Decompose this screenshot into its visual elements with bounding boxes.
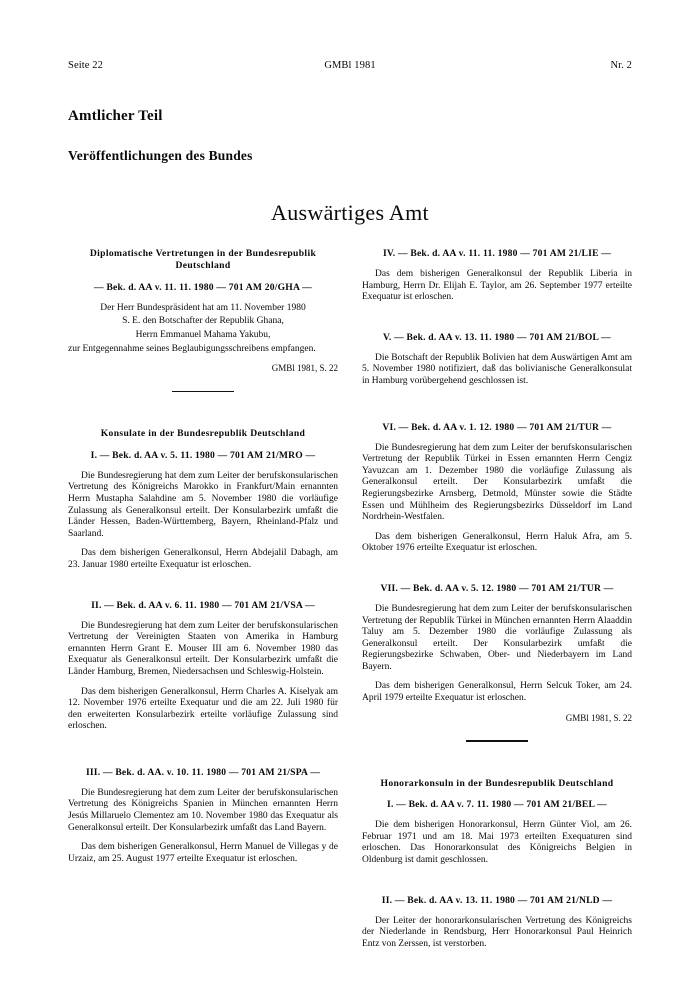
- bek-line-vsa: II. — Bek. d. AA v. 6. 11. 1980 — 701 AM 21/VSA —: [91, 599, 315, 611]
- entry-iii-paragraph-1: Die Bundesregierung hat dem zum Leiter der berufskonsularischen Vertretung des Königreichs Spanien in München ernannten Herrn Jesús Millaruelo Clementez am 10. November 1980 das Exequatur als Generalkonsul erteilt. Der Konsularbezirk umfaßt das Land Bayern.: [68, 787, 338, 833]
- entry-vi-paragraph-1: Die Bundesregierung hat dem zum Leiter der berufskonsularischen Vertretung der Republik Türkei in Essen ernannten Herrn Cengiz Yavuzcan am 1. Dezember 1980 die vorläufige Zulassung als Generalkonsul erteilt. Der Konsularbezirk umfaßt die Regierungsbezirke Arnsberg, Detmold, Münster sowie die Städte Essen und Mühlheim des Regierungsbezirks Düsseldorf im Land Nordrhein-Westfalen.: [362, 442, 632, 523]
- bek-line-bel: I. — Bek. d. AA v. 7. 11. 1980 — 701 AM 21/BEL —: [387, 799, 607, 811]
- konsulate-entry-iv: [362, 248, 632, 304]
- heading-amtlicher-teil: Amtlicher Teil: [68, 108, 163, 124]
- entry-i-paragraph-1: Die Bundesregierung hat dem zum Leiter der berufskonsularischen Vertretung des Königreichs Marokko in Frankfurt/Main ernannten Herrn Mustapha Salahdine am 5. November 1980 die vorläufige Zulassung als Generalkonsul erteilt. Der Konsularbezirk umfaßt die Länder Hessen, Baden-Württemberg, Bayern, Rheinland-Pfalz und Saarland.: [68, 470, 338, 539]
- konsulate-entry-ii: [68, 600, 338, 733]
- body-columns: [68, 248, 632, 950]
- bek-line-tur-essen: VI. — Bek. d. AA v. 1. 12. 1980 — 701 AM 21/TUR —: [382, 421, 612, 433]
- entry-vi-paragraph-2: Das dem bisherigen Generalkonsul, Herrn Haluk Afra, am 5. Oktober 1976 erteilte Exequatur ist erloschen.: [362, 531, 632, 554]
- running-head: [68, 60, 632, 71]
- issue-number: Nr. 2: [610, 60, 632, 71]
- honorar-entry-ii: [362, 895, 632, 951]
- entry-v-paragraph-1: Die Botschaft der Republik Bolivien hat dem Auswärtigen Amt am 5. November 1980 notifiziert, daß das bolivianische Generalkonsulat in Hamburg vorübergehend geschlossen ist.: [362, 352, 632, 386]
- right-column: [362, 248, 632, 950]
- left-column: [68, 248, 338, 950]
- bek-line-mro: I. — Bek. d. AA v. 5. 11. 1980 — 701 AM 21/MRO —: [90, 449, 316, 461]
- konsulate-entry-v: [362, 332, 632, 388]
- diplomatic-name-line-1: S. E. den Botschafter der Republik Ghana,: [122, 316, 284, 327]
- journal-title: GMBl 1981: [324, 60, 376, 71]
- bek-line-bol: V. — Bek. d. AA v. 13. 11. 1980 — 701 AM 21/BOL —: [383, 331, 611, 343]
- page-number-left: Seite 22: [68, 60, 103, 71]
- bek-line-spa: III. — Bek. d. AA. v. 10. 11. 1980 — 701 AM 21/SPA —: [85, 766, 321, 778]
- honorar-entry-ii-paragraph-1: Der Leiter der honorarkonsularischen Vertretung des Königreichs der Niederlande in Rendsburg, Herr Honorarkonsul Paul Heinrich Entz von Zerssen, ist verstorben.: [362, 915, 632, 949]
- section-title-konsulate: Konsulate in der Bundesrepublik Deutschland: [100, 428, 306, 440]
- honorar-entry-i: [362, 799, 632, 866]
- entry-i-paragraph-2: Das dem bisherigen Generalkonsul, Herrn Abdejalil Dabagh, am 23. Januar 1980 erteilte Exequatur ist erloschen.: [68, 548, 338, 570]
- section-title-diplomatic: Diplomatische Vertretungen in der Bundesrepublik Deutschland: [89, 248, 317, 272]
- konsulate-entry-i: [68, 450, 338, 572]
- diplomatic-closing: zur Entgegennahme seines Beglaubigungsschreibens empfangen.: [68, 343, 316, 354]
- diplomatic-name-line-2: Herrn Emmanuel Mahama Yakubu,: [135, 330, 271, 340]
- bek-line-tur-muenchen: VII. — Bek. d. AA v. 5. 12. 1980 — 701 AM 21/TUR —: [380, 582, 614, 594]
- konsulate-entry-vi: [362, 422, 632, 555]
- section-divider-honorar: [466, 740, 528, 742]
- entry-vii-paragraph-2: Das dem bisherigen Generalkonsul, Herrn Selcuk Toker, am 24. April 1979 erteilte Exequatur ist erloschen.: [362, 681, 632, 704]
- bek-line-lie: IV. — Bek. d. AA v. 11. 11. 1980 — 701 AM 21/LIE —: [382, 248, 612, 259]
- page-title: Auswärtiges Amt: [271, 200, 429, 225]
- citation-konsulate: GMBl 1981, S. 22: [565, 712, 632, 723]
- entry-vii-paragraph-1: Die Bundesregierung hat dem zum Leiter der berufskonsularischen Vertretung der Republik Türkei in München ernannten Herrn Alaaddin Taluy am 5. Dezember 1980 die vorläufige Zulassung als Generalkonsul erteilt. Der Konsularbezirk umfaßt die Regierungsbezirke Schwaben, Ober- und Niederbayern im Land Bayern.: [362, 603, 632, 672]
- bek-line-nld: II. — Bek. d. AA v. 13. 11. 1980 — 701 AM 21/NLD —: [381, 894, 613, 906]
- entry-iv-paragraph-1: Das dem bisherigen Generalkonsul der Republik Liberia in Hamburg, Herrn Dr. Elijah E. Taylor, am 26. September 1977 erteilte Exequatur ist erloschen.: [362, 269, 632, 303]
- diplomatic-intro: Der Herr Bundespräsident hat am 11. November 1980: [100, 302, 306, 313]
- section-divider: [172, 391, 234, 393]
- honorar-entry-i-paragraph-1: Die dem bisherigen Honorarkonsul, Herrn Günter Viol, am 26. Februar 1971 und am 18. Mai 1973 erteilten Exequaturen sind erloschen. Das Honorarkonsulat des Königreichs Belgien in Oldenburg ist damit geschlossen.: [362, 820, 632, 866]
- entry-ii-paragraph-1: Die Bundesregierung hat dem zum Leiter der berufskonsularischen Vertretung der Vereinigten Staaten von Amerika in Hamburg ernannten Herrn Grant E. Mouser III am 6. November 1980 das Exequatur als Generalkonsul erteilt. Der Konsularbezirk umfaßt die Länder Hamburg, Bremen, Niedersachsen und Schleswig-Holstein.: [68, 620, 338, 677]
- konsulate-entry-vii: [362, 583, 632, 724]
- entry-ii-paragraph-2: Das dem bisherigen Generalkonsul, Herrn Charles A. Kiselyak am 12. November 1976 erteilte Exequatur und die am 22. Juli 1980 für den erweiterten Konsularbezirk erteilte vorläufige Zulassung sind erloschen.: [68, 686, 338, 732]
- konsulate-entry-iii: [68, 767, 338, 866]
- bek-line-gha: — Bek. d. AA v. 11. 11. 1980 — 701 AM 20/GHA —: [94, 281, 312, 293]
- citation-diplomatic: GMBl 1981, S. 22: [271, 363, 338, 374]
- entry-iii-paragraph-2: Das dem bisherigen Generalkonsul, Herrn Manuel de Villegas y de Urzaiz, am 25. August 1977 erteilte Exequatur ist erloschen.: [68, 842, 338, 864]
- heading-veroeffentlichungen: Veröffentlichungen des Bundes: [68, 148, 253, 163]
- section-title-honorarkonsuln: Honorarkonsuln in der Bundesrepublik Deutschland: [380, 777, 614, 789]
